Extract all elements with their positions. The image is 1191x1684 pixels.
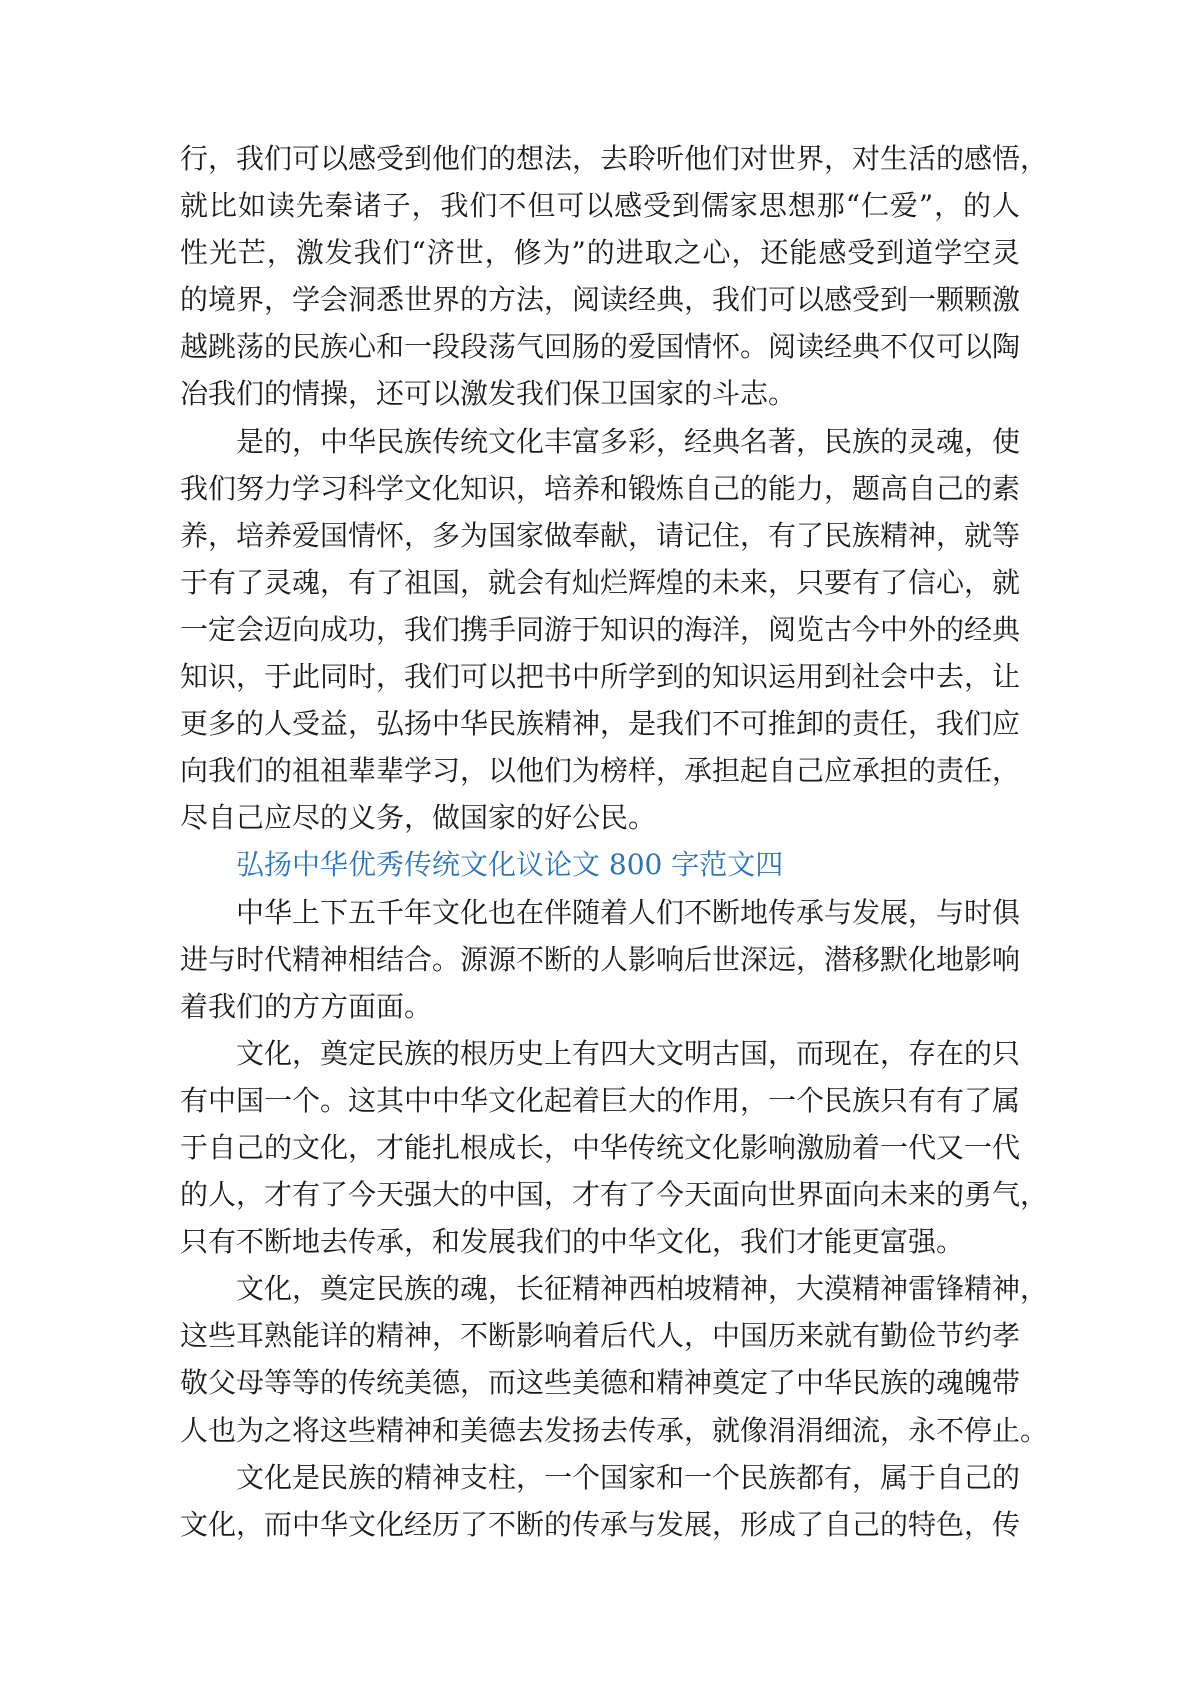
body-line: 向我们的祖祖辈辈学习，以他们为榜样，承担起自己应承担的责任， xyxy=(180,754,1021,788)
body-line: 冶我们的情操，还可以激发我们保卫国家的斗志。 xyxy=(180,377,797,411)
body-line: 这些耳熟能详的精神，不断影响着后代人，中国历来就有勤俭节约孝 xyxy=(180,1319,1021,1353)
body-line: 是的，中华民族传统文化丰富多彩，经典名著，民族的灵魂，使 xyxy=(236,424,1021,458)
body-line: 知识，于此同时，我们可以把书中所学到的知识运用到社会中去，让 xyxy=(180,660,1021,694)
body-line: 于有了灵魂，有了祖国，就会有灿烂辉煌的未来，只要有了信心，就 xyxy=(180,565,1021,599)
body-line: 一定会迈向成功，我们携手同游于知识的海洋，阅览古今中外的经典 xyxy=(180,612,1021,646)
body-line: 人也为之将这些精神和美德去发扬去传承，就像涓涓细流，永不停止。 xyxy=(180,1413,1049,1447)
body-line: 敬父母等等的传统美德，而这些美德和精神奠定了中华民族的魂魄带 xyxy=(180,1366,1021,1400)
body-line: 的人，才有了今天强大的中国，才有了今天面向世界面向未来的勇气， xyxy=(180,1178,1049,1212)
body-line: 尽自己应尽的义务，做国家的好公民。 xyxy=(180,801,657,835)
body-line: 着我们的方方面面。 xyxy=(180,989,433,1023)
body-line: 进与时代精神相结合。源源不断的人影响后世深远，潜移默化地影响 xyxy=(180,942,1021,976)
body-line: 文化，而中华文化经历了不断的传承与发展，形成了自己的特色，传 xyxy=(180,1507,1021,1541)
body-line: 更多的人受益，弘扬中华民族精神，是我们不可推卸的责任，我们应 xyxy=(180,707,1021,741)
body-line: 性光芒，激发我们“济世，修为”的进取之心，还能感受到道学空灵 xyxy=(180,236,1020,270)
body-line: 行，我们可以感受到他们的想法，去聆听他们对世界，对生活的感悟， xyxy=(180,142,1049,175)
body-line: 就比如读先秦诸子，我们不但可以感受到儒家思想那“仁爱”，的人 xyxy=(180,189,1020,223)
body-line: 只有不断地去传承，和发展我们的中华文化，我们才能更富强。 xyxy=(180,1225,965,1259)
body-line: 中华上下五千年文化也在伴随着人们不断地传承与发展，与时俱 xyxy=(236,895,1021,929)
body-line: 文化是民族的精神支柱，一个国家和一个民族都有，属于自己的 xyxy=(236,1460,1021,1494)
body-line: 养，培养爱国情怀，多为国家做奉献，请记住，有了民族精神，就等 xyxy=(180,518,1021,552)
body-line: 于自己的文化，才能扎根成长，中华传统文化影响激励着一代又一代 xyxy=(180,1130,1021,1164)
section-heading: 弘扬中华优秀传统文化议论文 800 字范文四 xyxy=(236,848,784,882)
document-body xyxy=(180,135,1049,1548)
body-line: 文化，奠定民族的魂，长征精神西柏坡精神，大漠精神雷锋精神， xyxy=(236,1272,1049,1306)
body-line: 的境界，学会洞悉世界的方法，阅读经典，我们可以感受到一颗颗激 xyxy=(180,283,1021,317)
body-line: 文化，奠定民族的根历史上有四大文明古国，而现在，存在的只 xyxy=(236,1036,1021,1070)
body-line: 越跳荡的民族心和一段段荡气回肠的爱国情怀。阅读经典不仅可以陶 xyxy=(180,330,1021,364)
body-line: 我们努力学习科学文化知识，培养和锻炼自己的能力，题高自己的素 xyxy=(180,471,1021,505)
body-line: 有中国一个。这其中中华文化起着巨大的作用，一个民族只有有了属 xyxy=(180,1083,1021,1117)
